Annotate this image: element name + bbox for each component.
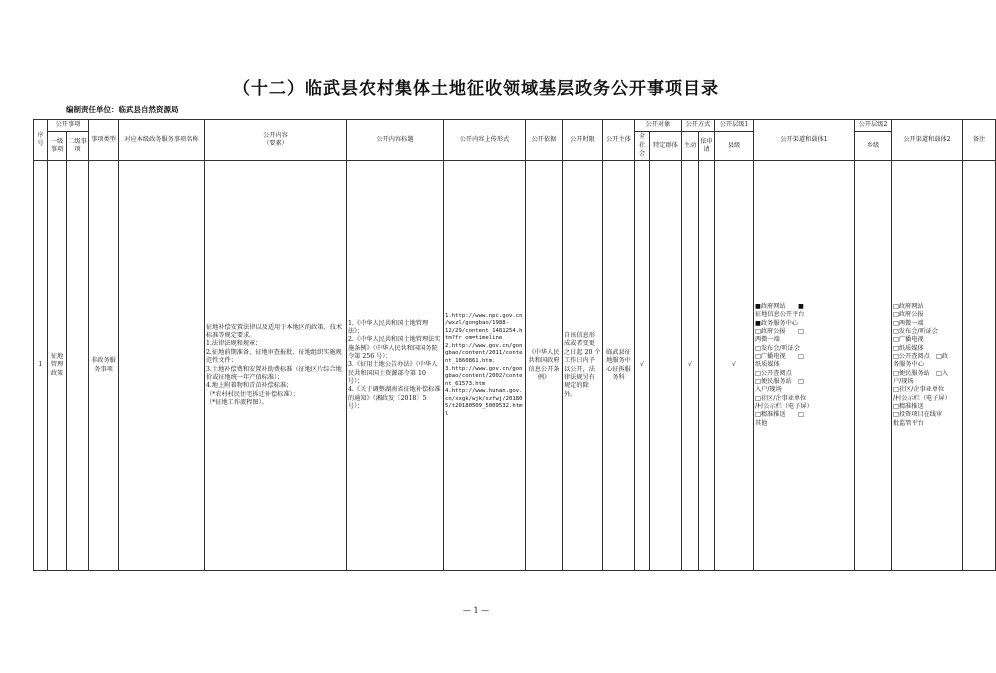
basis-title-line: 3.《征用土地公告办法》（中华人民共和国国土资源部令第 10 号）； xyxy=(348,361,438,386)
channel2-line: □发布会/听证会 xyxy=(893,327,939,335)
th-county: 县级 xyxy=(715,132,754,161)
content-line: 1.法律法规和规章； xyxy=(206,340,262,348)
th-level1-item: 一级事项 xyxy=(48,132,67,161)
page-title: （十二）临武县农村集体土地征收领域基层政务公开事项目录 xyxy=(233,79,719,99)
th-level2-item: 二级事项 xyxy=(67,132,89,161)
channel2-line: 务服务中心 xyxy=(893,361,924,369)
channel2-line: □投资项目在线审 xyxy=(893,411,943,419)
cell-note xyxy=(963,161,996,571)
th-mode-apply: 依申请 xyxy=(699,132,715,161)
th-channel2: 公开渠道和载体2 xyxy=(892,120,963,161)
channel1-line: 征地信息公开平台 xyxy=(755,311,805,319)
cell-mode-apply xyxy=(699,161,715,571)
channel1-line: ■政府网站 ■ xyxy=(755,302,804,310)
th-content-label: 公开内容 xyxy=(263,131,288,139)
basis-title-line: 1.《中华人民共和国土地管理法》； xyxy=(348,319,429,335)
cell-time-limit: 自该信息形成或者变更之日起 20 个工作日内予以公开，法律法规另有规定的除外。 xyxy=(563,161,603,571)
channel2-line: □广播电视 xyxy=(893,336,924,344)
channel2-line: □便民服务站 □入 xyxy=(893,369,949,377)
channel2-line: 户/现场 xyxy=(893,378,914,386)
th-mode: 公开方式 xyxy=(682,120,715,132)
channel2-line: /村公示栏（电子屏） xyxy=(893,394,951,402)
cell-county: √ xyxy=(715,161,754,571)
content-line: 4.地上附着物和青苗补偿标准； xyxy=(206,382,293,390)
channel1-line: 其他 xyxy=(755,419,768,427)
cell-type: 非政务服务事项 xyxy=(89,161,119,571)
channel1-line: 两微一端 xyxy=(755,336,780,344)
th-channel1: 公开渠道和载体1 xyxy=(754,120,855,161)
th-items: 公开事项 xyxy=(48,120,89,132)
th-mode-active: 主动 xyxy=(682,132,699,161)
channel1-line: 纸质媒体 xyxy=(755,361,780,369)
cell-township xyxy=(855,161,892,571)
cell-channel1 xyxy=(754,161,855,571)
channel2-line: □两微一端 xyxy=(893,319,924,327)
th-township: 乡级 xyxy=(855,132,892,161)
channel1-line: 入户/现场 xyxy=(755,386,782,394)
url-link[interactable]: 3.http://www.gov.cn/gongbao/content/2002/content_61573.htm xyxy=(445,365,523,387)
channel1-line: □政府公报 □ xyxy=(755,327,804,335)
th-note: 备注 xyxy=(963,120,996,161)
cell-upload-form xyxy=(444,161,526,571)
channel1-line: □公开查阅点 xyxy=(755,369,792,377)
th-content-sub: （要素） xyxy=(263,140,288,147)
cell-obj-group xyxy=(650,161,682,571)
basis-title-line: 4.《关于调整湖南省征地补偿标准的通知》（湘政发〔2018〕5 号）； xyxy=(348,386,441,411)
th-service-name: 对应本级政务服务事项名称 xyxy=(119,120,205,161)
cell-obj-all: √ xyxy=(635,161,650,571)
content-line: 3.土地补偿费和安置补助费标准（征地区片综合地价或征地统一年产值标准）； xyxy=(206,365,342,381)
channel2-line: □社区/企事业单位 xyxy=(893,386,945,394)
cell-basis-title xyxy=(347,161,444,571)
cell-subject: 临武县征地服务中心征拆服务科 xyxy=(603,161,635,571)
th-content xyxy=(205,120,347,161)
channel1-line: ■政务服务中心 xyxy=(755,319,798,327)
cell-seq: 1 xyxy=(34,161,48,571)
channel1-line: □精准推送 □ xyxy=(755,411,804,419)
channel1-line: □社区/企事业单位 xyxy=(755,394,807,402)
basis-title-line: 2.《中华人民共和国土地管理法实施条例》（中华人民共和国国务院令第 256 号）； xyxy=(348,336,441,360)
channel2-line: 批监管平台 xyxy=(893,419,924,427)
url-link[interactable]: 2.http://www.gov.cn/gongbao/content/2011/content_1860861.htm； xyxy=(445,342,523,364)
cell-level1-item: 征地管理政策 xyxy=(48,161,67,571)
url-link[interactable]: 1.http://www.npc.gov.cn/wxzl/gongbao/1988-12/29/content_1481254.htm?fr om=timeline xyxy=(445,312,523,342)
th-object: 公开对象 xyxy=(635,120,682,132)
cell-service-name xyxy=(119,161,205,571)
content-line: 2.征地前期准备、征地审查报批、征地组织实施规范性文件； xyxy=(206,348,342,365)
th-subject: 公开主体 xyxy=(603,120,635,161)
content-line: （*征地工作流程图）。 xyxy=(206,398,268,406)
th-basis-title: 公开内容标题 xyxy=(347,120,444,161)
cell-mode-active: √ xyxy=(682,161,699,571)
channel1-line: /村公示栏（电子屏） xyxy=(755,403,813,411)
cell-content xyxy=(205,161,347,571)
content-line: （*农村村民住宅拆迁补偿标准）； xyxy=(206,390,299,398)
th-time-limit: 公开时限 xyxy=(563,120,603,161)
responsible-unit: 编制责任单位：临武县自然资源局 xyxy=(66,105,179,114)
channel2-line: □纸质媒体 xyxy=(893,344,924,352)
page-number: — 1 — xyxy=(462,606,490,615)
th-basis: 公开依据 xyxy=(526,120,563,161)
th-obj-group: 特定群体 xyxy=(650,132,682,161)
th-upload-form: 公开内容上传形式 xyxy=(444,120,526,161)
url-link[interactable]: 4.http://www.hunan.gov.cn/xxgk/wjk/szfwj/201805/t20180509_5009532.html xyxy=(445,388,523,417)
th-level2: 公开层级2 xyxy=(855,120,892,132)
th-seq: 序号 xyxy=(34,120,48,161)
th-level1: 公开层级1 xyxy=(715,120,754,132)
channel2-line: □公开查阅点 □政 xyxy=(893,352,949,360)
th-type: 事项类型 xyxy=(89,120,119,161)
channel1-line: □广播电视 □ xyxy=(755,352,804,360)
cell-channel2 xyxy=(892,161,963,571)
channel2-line: □精准推送 xyxy=(893,403,924,411)
th-obj-all: 全社会 xyxy=(635,132,650,161)
channel2-line: □政府公报 xyxy=(893,311,924,319)
cell-level2-item xyxy=(67,161,89,571)
table-row xyxy=(34,161,996,571)
channel1-line: □便民服务站 □ xyxy=(755,378,804,386)
channel2-line: □政府网站 xyxy=(893,302,924,310)
content-line: 征地补偿安置法律以及适用于本地区的政策、技术标准等规定要求。 xyxy=(206,323,343,340)
cell-basis: 《中华人民共和国政府信息公开条例》 xyxy=(526,161,563,571)
channel1-line: □发布会/听证会 xyxy=(755,344,801,352)
disclosure-catalog-table xyxy=(33,119,996,571)
